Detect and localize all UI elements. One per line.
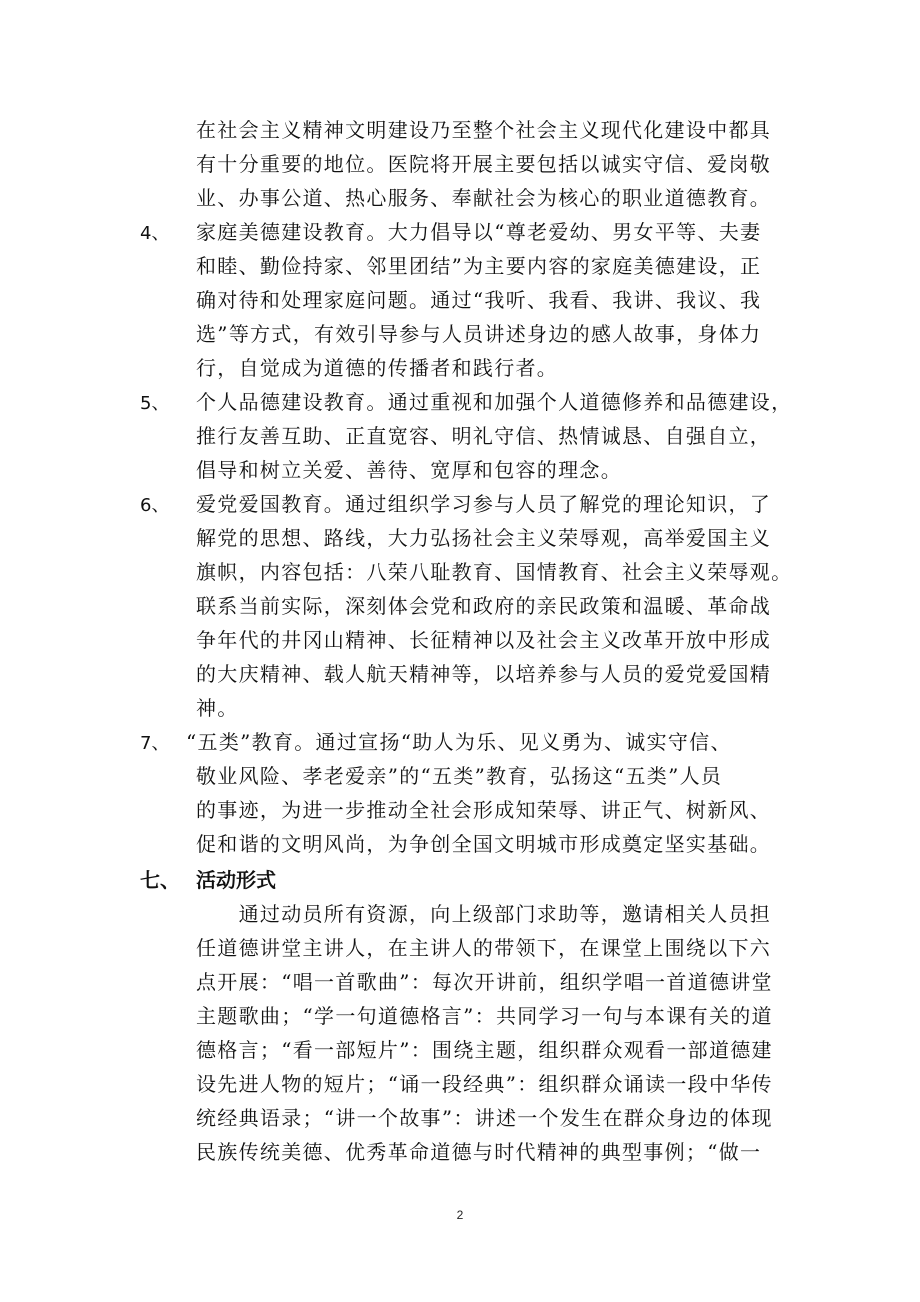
item-line: 倡导和树立关爱、善待、宽厚和包容的理念。 [196,458,622,482]
item-line: 和睦、勤俭持家、邻里团结”为主要内容的家庭美德建设，正 [196,254,762,278]
item-line: 敬业风险、孝老爱亲”的“五类”教育，弘扬这“五类”人员 [196,764,723,788]
item-line: 争年代的井冈山精神、长征精神以及社会主义改革开放中形成 [196,628,772,652]
item-line: 爱党爱国教育。通过组织学习参与人员了解党的理论知识，了 [196,492,772,516]
section-number: 七、 [140,868,180,892]
section-line: 通过动员所有资源，向上级部门求助等，邀请相关人员担 [196,902,772,926]
intro-line: 业、办事公道、热心服务、奉献社会为核心的职业道德教育。 [196,186,772,210]
intro-line: 有十分重要的地位。医院将开展主要包括以诚实守信、爱岗敬 [196,152,772,176]
section-title: 活动形式 [196,868,276,892]
section-line: 德格言；“看一部短片”：围绕主题，组织群众观看一部道德建 [196,1038,773,1062]
item-number: 4、 [140,223,170,244]
item-line: 个人品德建设教育。通过重视和加强个人道德修养和品德建设， [196,390,793,414]
section-line: 主题歌曲；“学一句道德格言”：共同学习一句与本课有关的道 [196,1004,773,1028]
item-line: 神。 [196,696,239,720]
item-line: 解党的思想、路线，大力弘扬社会主义荣辱观，高举爱国主义 [196,526,772,550]
item-number: 6、 [140,495,170,516]
item-line: 确对待和处理家庭问题。通过“我听、我看、我讲、我议、我 [196,288,762,312]
item-line: 的大庆精神、载人航天精神等，以培养参与人员的爱党爱国精 [196,662,772,686]
item-line: “五类”教育。通过宣扬“助人为乐、见义勇为、诚实守信、 [186,730,732,754]
intro-line: 在社会主义精神文明建设乃至整个社会主义现代化建设中都具 [196,118,772,142]
item-line: 旗帜，内容包括：八荣八耻教育、国情教育、社会主义荣辱观。 [196,560,793,584]
section-line: 点开展：“唱一首歌曲”：每次开讲前，组织学唱一首道德讲堂 [196,970,773,994]
section-line: 设先进人物的短片；“诵一段经典”：组织群众诵读一段中华传 [196,1072,773,1096]
item-line: 的事迹，为进一步推动全社会形成知荣辱、讲正气、树新风、 [196,798,772,822]
item-line: 行，自觉成为道德的传播者和践行者。 [196,356,559,380]
item-line: 选”等方式，有效引导参与人员讲述身边的感人故事，身体力 [196,322,762,346]
item-line: 推行友善互助、正直宽容、明礼守信、热情诚恳、自强自立， [196,424,772,448]
section-line: 统经典语录；“讲一个故事”：讲述一个发生在群众身边的体现 [196,1106,773,1130]
page-number: 2 [456,1208,464,1222]
item-line: 联系当前实际，深刻体会党和政府的亲民政策和温暖、革命战 [196,594,772,618]
item-number: 5、 [140,393,170,414]
item-line: 家庭美德建设教育。大力倡导以“尊老爱幼、男女平等、夫妻 [196,220,762,244]
section-line: 民族传统美德、优秀革命道德与时代精神的典型事例；“做一 [196,1140,762,1164]
section-line: 任道德讲堂主讲人，在主讲人的带领下，在课堂上围绕以下六 [196,936,772,960]
item-number: 7、 [140,733,170,754]
item-line: 促和谐的文明风尚，为争创全国文明城市形成奠定坚实基础。 [196,832,772,856]
